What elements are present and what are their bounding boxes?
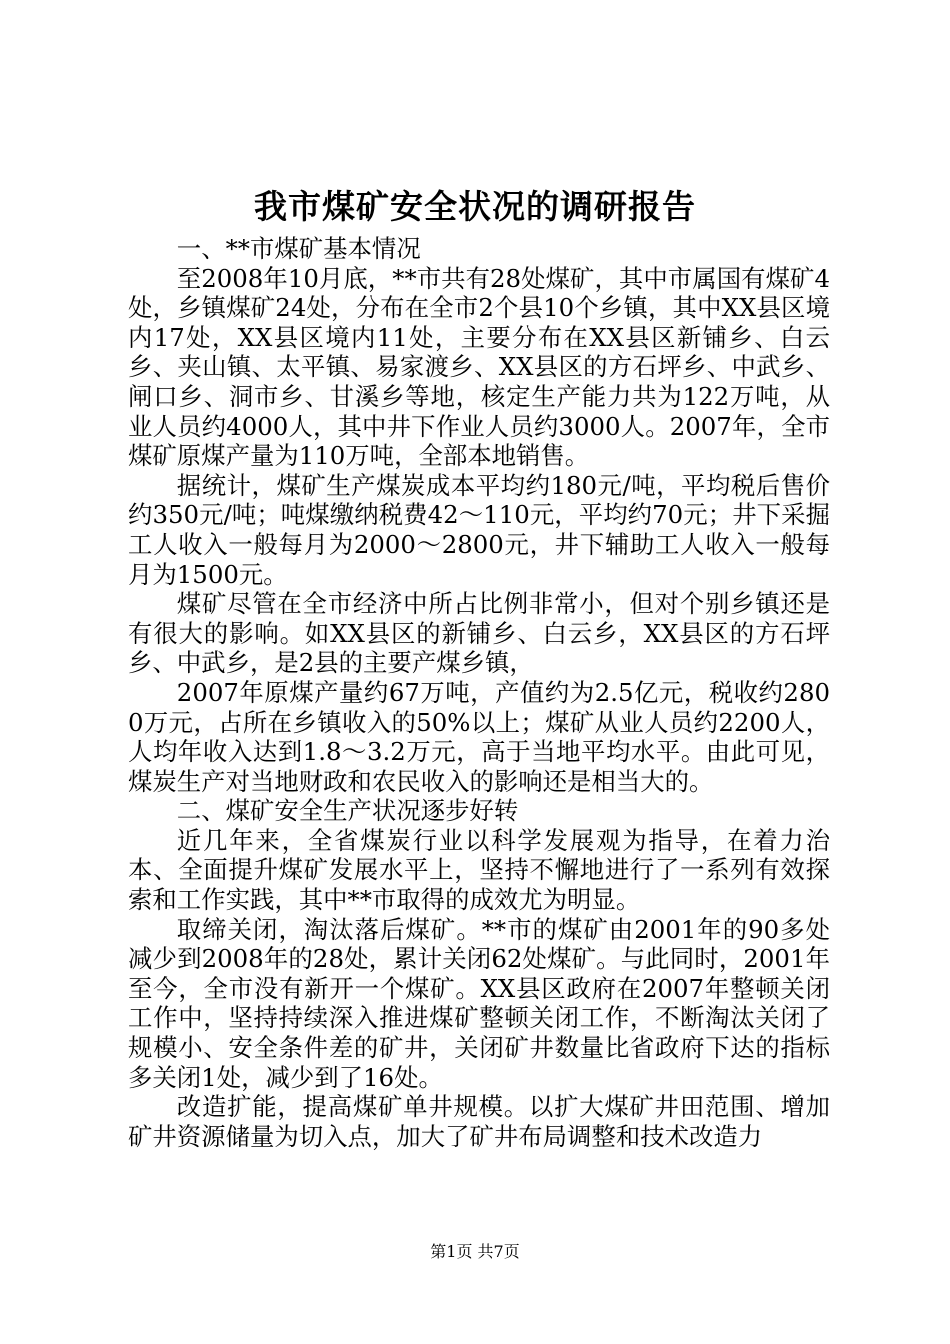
paragraph: 取缔关闭，淘汰落后煤矿。**市的煤矿由2001年的90多处减少到2008年的28处，累计关闭62处煤矿。与此同时，2001年至今，全市没有新开一个煤矿。XX县区政府在2007年整顿关闭工作中，坚持持续深入推进煤矿整顿关闭工作，不断淘汰关闭了规模小、安全条件差的矿井，关闭矿井数量比省政府下达的指标多关闭1处，减少到了16处。 bbox=[128, 914, 830, 1092]
paragraph: 据统计，煤矿生产煤炭成本平均约180元/吨，平均税后售价约350元/吨；吨煤缴纳税费42～110元，平均约70元；井下采掘工人收入一般每月为2000～2800元，井下辅助工人收入一般每月为1500元。 bbox=[128, 470, 830, 589]
document-title: 我市煤矿安全状况的调研报告 bbox=[254, 187, 696, 226]
paragraph: 近几年来，全省煤炭行业以科学发展观为指导，在着力治本、全面提升煤矿发展水平上，坚持不懈地进行了一系列有效探索和工作实践，其中**市取得的成效尤为明显。 bbox=[128, 825, 830, 915]
section-heading-1: 一、**市煤矿基本情况 bbox=[176, 234, 421, 263]
paragraph: 至2008年10月底，**市共有28处煤矿，其中市属国有煤矿4处，乡镇煤矿24处，分布在全市2个县10个乡镇，其中XX县区境内17处，XX县区境内11处，主要分布在XX县区新铺乡、白云乡、夹山镇、太平镇、易家渡乡、XX县区的方石坪乡、中武乡、闸口乡、洞市乡、甘溪乡等地，核定生产能力共为122万吨，从业人员约4000人，其中井下作业人员约3000人。2007年，全市煤矿原煤产量为110万吨，全部本地销售。 bbox=[128, 263, 830, 471]
section-heading-2: 二、煤矿安全生产状况逐步好转 bbox=[176, 796, 519, 826]
paragraph: 煤矿尽管在全市经济中所占比例非常小，但对个别乡镇还是有很大的影响。如XX县区的新铺乡、白云乡，XX县区的方石坪乡、中武乡，是2县的主要产煤乡镇， bbox=[128, 589, 830, 678]
page-footer: 第1页 共7页 bbox=[430, 1242, 520, 1261]
document-body bbox=[128, 234, 830, 1151]
paragraph: 改造扩能，提高煤矿单井规模。以扩大煤矿井田范围、增加矿井资源储量为切入点，加大了矿井布局调整和技术改造力 bbox=[128, 1092, 830, 1151]
paragraph: 2007年原煤产量约67万吨，产值约为2.5亿元，税收约2800万元，占所在乡镇收入的50%以上；煤矿从业人员约2200人，人均年收入达到1.8～3.2万元，高于当地平均水平。由此可见，煤炭生产对当地财政和农民收入的影响还是相当大的。 bbox=[128, 677, 830, 796]
